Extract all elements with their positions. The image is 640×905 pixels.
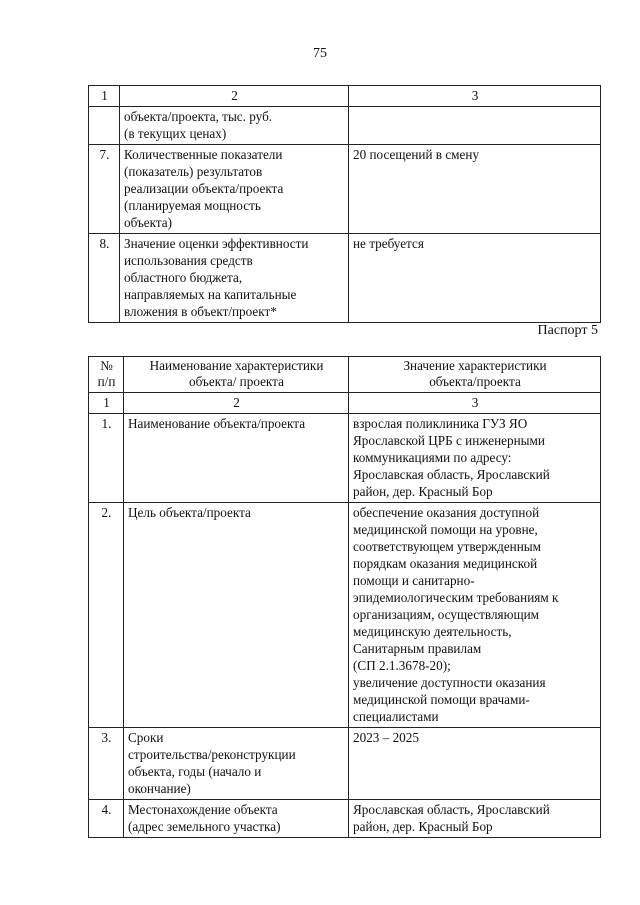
header-name: Наименование характеристики объекта/ проекта [124,357,349,393]
characteristic-name: Значение оценки эффективности использования средств областного бюджета, направляемых на капитальные вложения в объект/проект* [120,234,349,323]
characteristic-name: Цель объекта/проекта [124,503,349,728]
row-number: 7. [89,145,120,234]
column-number: 3 [349,393,601,414]
table-continuation [88,85,601,323]
characteristic-value: Ярославская область, Ярославский район, дер. Красный Бор [349,800,601,838]
characteristic-name: Наименование объекта/проекта [124,414,349,503]
row-number: 8. [89,234,120,323]
characteristic-name: Сроки строительства/реконструкции объекта, годы (начало и окончание) [124,728,349,800]
column-number: 1 [89,393,124,414]
row-number [89,107,120,145]
header-row [89,357,601,393]
table-row [89,728,601,800]
column-number-row [89,86,601,107]
characteristic-name: объекта/проекта, тыс. руб. (в текущих ценах) [120,107,349,145]
column-number: 2 [124,393,349,414]
row-number: 3. [89,728,124,800]
page-number: 75 [313,46,327,61]
table-row [89,503,601,728]
column-number-row [89,393,601,414]
characteristic-name: Местонахождение объекта (адрес земельного участка) [124,800,349,838]
table-row [89,107,601,145]
characteristic-value: обеспечение оказания доступной медицинской помощи на уровне, соответствующем утвержденным порядкам оказания медицинской помощи и санитарно- эпидемиологическим требованиям к организациям, осуществляющим медицинскую деятельность, Санитарным правилам (СП 2.1.3678-20); увеличение доступности оказания медицинской помощи врачами- специалистами [349,503,601,728]
characteristic-name: Количественные показатели (показатель) результатов реализации объекта/проекта (планируемая мощность объекта) [120,145,349,234]
column-number: 3 [349,86,601,107]
passport-table [88,356,601,838]
table-row [89,800,601,838]
row-number: 2. [89,503,124,728]
table-row [89,145,601,234]
characteristic-value [349,107,601,145]
table-row [89,234,601,323]
column-number: 2 [120,86,349,107]
passport-title: Паспорт 5 [537,323,598,338]
column-number: 1 [89,86,120,107]
header-value: Значение характеристики объекта/проекта [349,357,601,393]
row-number: 1. [89,414,124,503]
characteristic-value: 2023 – 2025 [349,728,601,800]
characteristic-value: взрослая поликлиника ГУЗ ЯО Ярославской ЦРБ с инженерными коммуникациями по адресу: Ярославская область, Ярославский район, дер. Красный Бор [349,414,601,503]
row-number: 4. [89,800,124,838]
characteristic-value: не требуется [349,234,601,323]
characteristic-value: 20 посещений в смену [349,145,601,234]
table-row [89,414,601,503]
header-number: № п/п [89,357,124,393]
